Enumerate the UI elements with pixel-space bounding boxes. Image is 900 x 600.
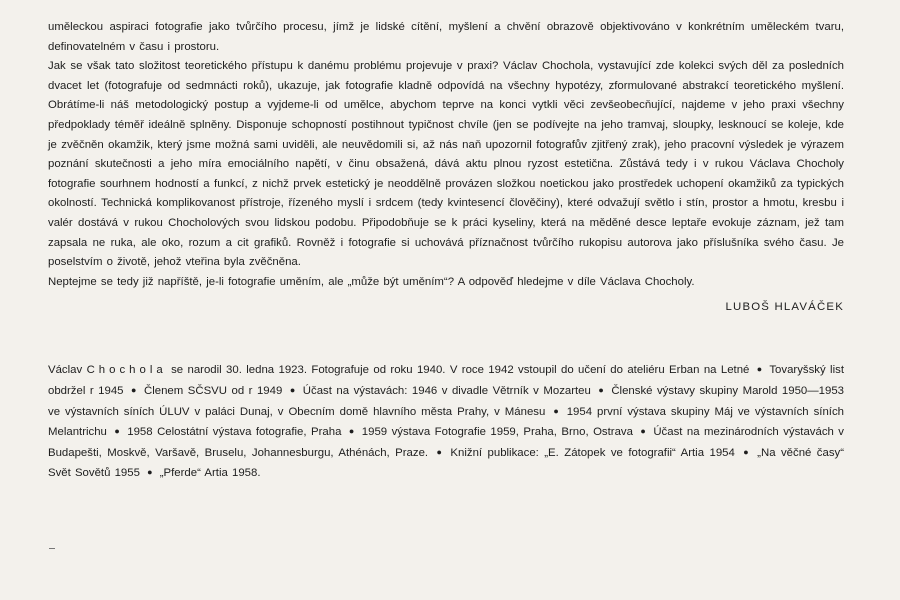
bio-segment: Tovaryšský list obdržel r 1945 — [48, 364, 844, 397]
essay-paragraph-3: Neptejme se tedy již napříště, je-li fotografie uměním, ale „může být uměním“? A odpověď hledejme v díle Václava Chocholy. — [48, 275, 695, 288]
bio-segment: 1954 první výstava skupiny Máj ve výstavních síních Melantrichu — [48, 405, 844, 439]
essay-text — [48, 18, 844, 292]
bullet-icon: ● — [553, 405, 559, 416]
bullet-icon: ● — [598, 384, 604, 395]
bullet-icon: ● — [147, 467, 153, 478]
bio-segment: se narodil 30. ledna 1923. Fotografuje od roku 1940. V roce 1942 vstoupil do učení do ateliéru Erban na Letné — [171, 364, 750, 377]
bullet-icon: ● — [436, 446, 442, 457]
bio-segment: Knižní publikace: „E. Zátopek ve fotografii“ Artia 1954 — [450, 446, 735, 459]
bullet-icon: ● — [131, 384, 137, 395]
bio-segment: „Pferde“ Artia 1958. — [159, 467, 261, 480]
author-signature: LUBOŠ HLAVÁČEK — [725, 301, 844, 314]
bullet-icon: ● — [114, 426, 120, 437]
essay-paragraph-2: Jak se však tato složitost teoretického přístupu k danému problému projevuje v praxi? Václav Chochola, vystavující zde kolekci svých děl za posledních dvacet let (fotografuje od sedmnácti roků), ukazuje, jak fotografie kladně odpovídá na všechny hypotézy, zformulované abstrakcí teoretického myšlení. Obrátíme-li náš metodologický postup a vyjdeme-li od umělce, abychom teprve na konci vytkli věci zevšeobecňující, najdeme v jeho praxi všechny předpoklady téměř ideálně splněny. Disponuje schopností postihnout typičnost chvíle (jen se podívejte na jeho tramvaj, sloupky, lesknoucí se koleje, kde je zvěčněn okamžik, který jsme možná sami uviděli, ale neuvědomili si, až nás naň upozornil fotografův zjitřený zrak), jeho pracovní výsledek je výrazem poznání skutečnosti a jeho míra emociálního napětí, v činu obsažená, dává aktu plnou ryzost estetična. Zůstává tedy i v rukou Václava Chocholy fotografie sourhnem hodností a funkcí, z nichž prvek estetický je neoddělně provázen složkou noetickou jako prostředek uchopení okamžiků za typických okolností. Technická komplikovanost přístroje, řízeného myslí i srdcem (tedy kvintesencí člověčiny), které odvažují světlo i stín, prostor a hmotu, kresbu i valér dostává v rukou Chocholových svou lidskou podobu. Připodobňuje se k práci kyseliny, která na měděné desce leptaře evokuje záznam, jež tam zapsala ne ruka, ale oko, rozum a cit grafiků. Rovněž i fotografie si uchovává příznačnost tvůrčího rukopisu autorova jako příslušníka svého času. Je poselstvím o životě, jehož vteřina byla zvěčněna. — [48, 60, 844, 269]
essay-paragraph-1: uměleckou aspiraci fotografie jako tvůrčího procesu, jímž je lidské cítění, myšlení a chvění obrazově objektivováno v konkrétním uměleckém tvaru, definovatelném v času i prostoru. — [48, 21, 844, 53]
bio-segment: 1958 Celostátní výstava fotografie, Praha — [127, 426, 342, 439]
biography — [48, 360, 844, 484]
bio-segment: „Na věčné časy“ Svět Sovětů 1955 — [48, 446, 845, 480]
bullet-icon: ● — [756, 364, 763, 375]
bio-surname: Chochola — [86, 364, 167, 377]
bullet-icon: ● — [743, 446, 749, 457]
bio-segment: Účast na výstavách: 1946 v divadle Větrník v Mozarteu — [302, 384, 591, 397]
bullet-icon: ● — [348, 426, 355, 437]
bio-segment: 1959 výstava Fotografie 1959, Praha, Brno, Ostrava — [361, 426, 633, 439]
bio-segment: Členské výstavy skupiny Marold 1950—1953 ve výstavních síních ÚLUV v paláci Dunaj, v Obecním domě hlavního města Prahy, v Mánesu — [48, 384, 844, 418]
bullet-icon: ● — [289, 384, 296, 395]
bio-segment: Účast na mezinárodních výstavách v Budapešti, Moskvě, Varšavě, Bruselu, Johannesburgu, Athénách, Praze. — [48, 426, 845, 459]
bio-segment: Členem SČSVU od r 1949 — [143, 384, 283, 397]
bullet-icon: ● — [640, 426, 646, 437]
page-mark — [49, 548, 55, 549]
bio-first-name: Václav — [48, 364, 83, 377]
